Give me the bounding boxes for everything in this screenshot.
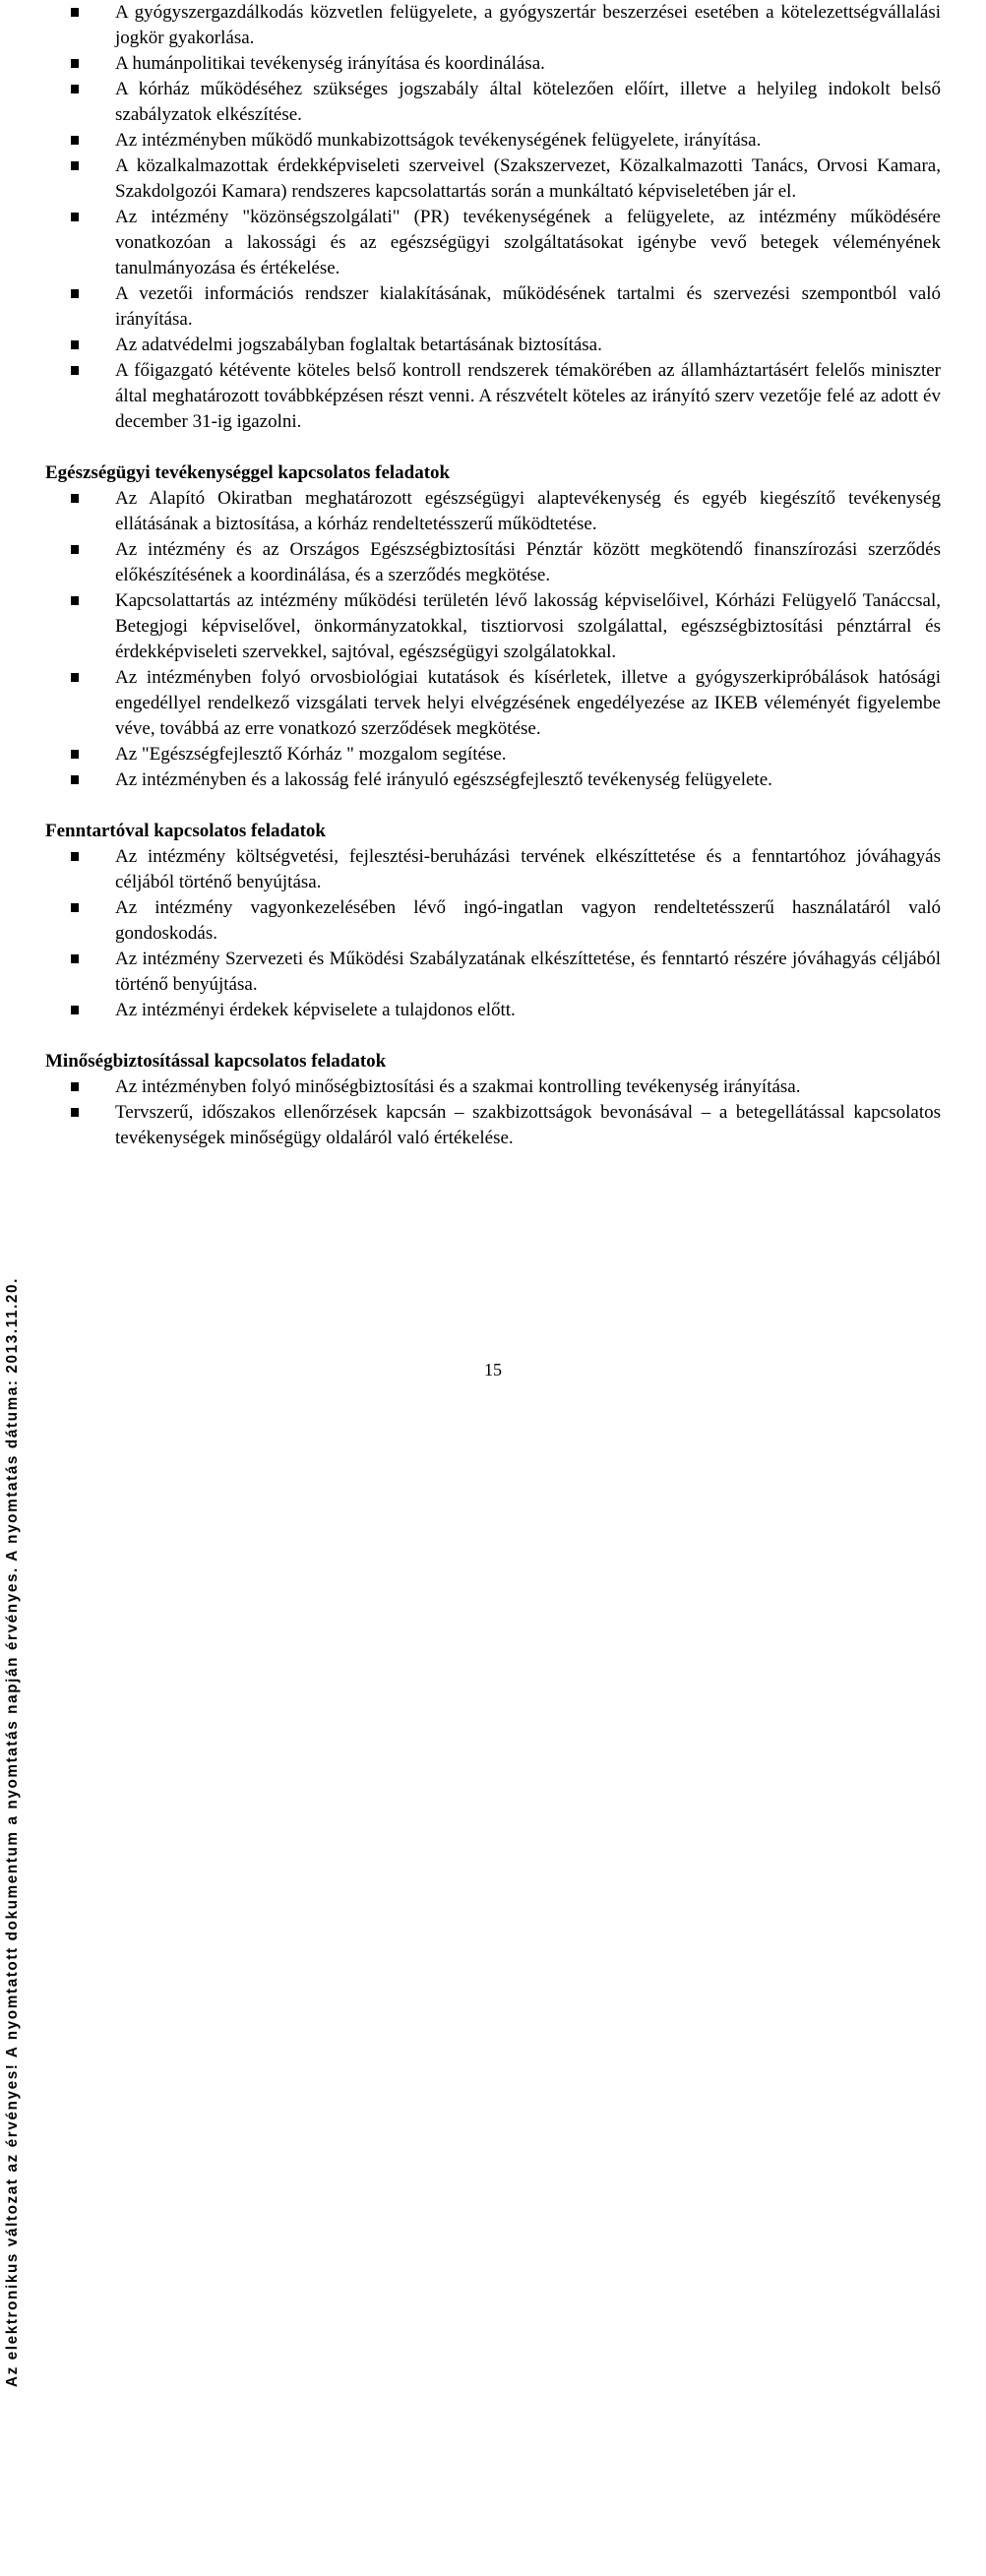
list-item: Az intézményben folyó minőségbiztosítási és a szakmai kontrolling tevékenység irányítása. (45, 1074, 941, 1100)
list-item: Az intézményi érdekek képviselete a tulajdonos előtt. (45, 998, 941, 1023)
page-number: 15 (484, 1360, 502, 1380)
list-item: Az intézmény "közönségszolgálati" (PR) tevékenységének a felügyelete, az intézmény működésére vonatkozóan a lakossági és az egészségügyi szolgáltatásokat igénybe vevő betegek véleményének tanulmányozása és értékelése. (45, 205, 941, 281)
square-bullet-icon (71, 673, 79, 682)
square-bullet-icon (71, 161, 79, 170)
square-bullet-icon (71, 903, 79, 912)
square-bullet-icon (71, 366, 79, 375)
square-bullet-icon (71, 136, 79, 145)
square-bullet-icon (71, 494, 79, 503)
square-bullet-icon (71, 59, 79, 68)
quality-bullet-list (45, 1074, 941, 1151)
side-watermark (2, 0, 24, 2388)
square-bullet-icon (71, 775, 79, 784)
list-item: Az Alapító Okiratban meghatározott egészségügyi alaptevékenység és egyéb kiegészítő tevékenység ellátásának a biztosítása, a kórház rendeltetésszerű működtetése. (45, 486, 941, 537)
list-item: Kapcsolattartás az intézmény működési területén lévő lakosság képviselőivel, Kórházi Felügyelő Tanáccsal, Betegjogi képviselővel, önkormányzatokkal, tisztiorvosi szolgálattal, egészségbiztosítási pénztárral és érdekképviseleti szervekkel, sajtóval, egészségügyi szolgálatokkal. (45, 588, 941, 665)
side-watermark-text: Az elektronikus változat az érvényes! A nyomtatott dokumentum a nyomtatás napján érvényes. A nyomtatás dátuma: 2013.11.20. (4, 1277, 21, 2388)
square-bullet-icon (71, 85, 79, 93)
list-item: Az intézmény és az Országos Egészségbiztosítási Pénztár között megkötendő finanszírozási szerződés előkészítésének a koordinálása, és a szerződés megkötése. (45, 537, 941, 588)
list-item: Tervszerű, időszakos ellenőrzések kapcsán – szakbizottságok bevonásával – a betegellátással kapcsolatos tevékenységek minőségügy oldaláról való értékelése. (45, 1100, 941, 1151)
square-bullet-icon (71, 750, 79, 759)
list-item: A közalkalmazottak érdekképviseleti szerveivel (Szakszervezet, Közalkalmazotti Tanács, Orvosi Kamara, Szakdolgozói Kamara) rendszeres kapcsolattartás során a munkáltató képviseletében jár el. (45, 153, 941, 205)
square-bullet-icon (71, 1006, 79, 1014)
list-item: Az intézményben és a lakosság felé irányuló egészségfejlesztő tevékenység felügyelete. (45, 767, 941, 793)
list-item: A humánpolitikai tevékenység irányítása és koordinálása. (45, 51, 941, 77)
list-item: Az intézményben működő munkabizottságok tevékenységének felügyelete, irányítása. (45, 128, 941, 153)
list-item: Az intézmény vagyonkezelésében lévő ingó-ingatlan vagyon rendeltetésszerű használatáról való gondoskodás. (45, 895, 941, 947)
square-bullet-icon (71, 8, 79, 17)
square-bullet-icon (71, 954, 79, 963)
square-bullet-icon (71, 1108, 79, 1117)
list-item: A főigazgató kétévente köteles belső kontroll rendszerek témakörében az államháztartásért felelős miniszter által meghatározott továbbképzésen részt venni. A részvételt köteles az irányító szerv vezetője felé az adott év december 31-ig igazolni. (45, 358, 941, 435)
healthcare-bullet-list (45, 486, 941, 793)
square-bullet-icon (71, 852, 79, 861)
square-bullet-icon (71, 545, 79, 554)
list-item: A gyógyszergazdálkodás közvetlen felügyelete, a gyógyszertár beszerzései esetében a kötelezettségvállalási jogkör gyakorlása. (45, 0, 941, 51)
list-item: Az "Egészségfejlesztő Kórház " mozgalom segítése. (45, 742, 941, 767)
maintainer-bullet-list (45, 844, 941, 1023)
list-item: Az adatvédelmi jogszabályban foglaltak betartásának biztosítása. (45, 333, 941, 358)
list-item: A vezetői információs rendszer kialakításának, működésének tartalmi és szervezési szempontból való irányítása. (45, 281, 941, 333)
square-bullet-icon (71, 1082, 79, 1091)
section-heading-healthcare: Egészségügyi tevékenységgel kapcsolatos feladatok (45, 462, 451, 483)
list-item: Az intézmény Szervezeti és Működési Szabályzatának elkészíttetése, és fenntartó részére jóváhagyás céljából történő benyújtása. (45, 947, 941, 998)
square-bullet-icon (71, 289, 79, 298)
square-bullet-icon (71, 213, 79, 221)
list-item: Az intézmény költségvetési, fejlesztési-beruházási tervének elkészíttetése és a fenntartóhoz jóváhagyás céljából történő benyújtása. (45, 844, 941, 895)
section-heading-maintainer: Fenntartóval kapcsolatos feladatok (45, 821, 326, 841)
square-bullet-icon (71, 596, 79, 605)
section-heading-quality: Minőségbiztosítással kapcsolatos feladatok (45, 1051, 387, 1072)
list-item: A kórház működéséhez szükséges jogszabály által kötelezően előírt, illetve a helyileg indokolt belső szabályzatok elkészítése. (45, 77, 941, 128)
list-item: Az intézményben folyó orvosbiológiai kutatások és kísérletek, illetve a gyógyszerkipróbálások hatósági engedéllyel rendelkező vizsgálati tervek helyi elvégzésének engedélyezése az IKEB véleményét figyelembe véve, továbbá az erre vonatkozó szerződések megkötése. (45, 665, 941, 742)
square-bullet-icon (71, 340, 79, 349)
document-body (45, 0, 941, 1151)
intro-bullet-list (45, 0, 941, 435)
